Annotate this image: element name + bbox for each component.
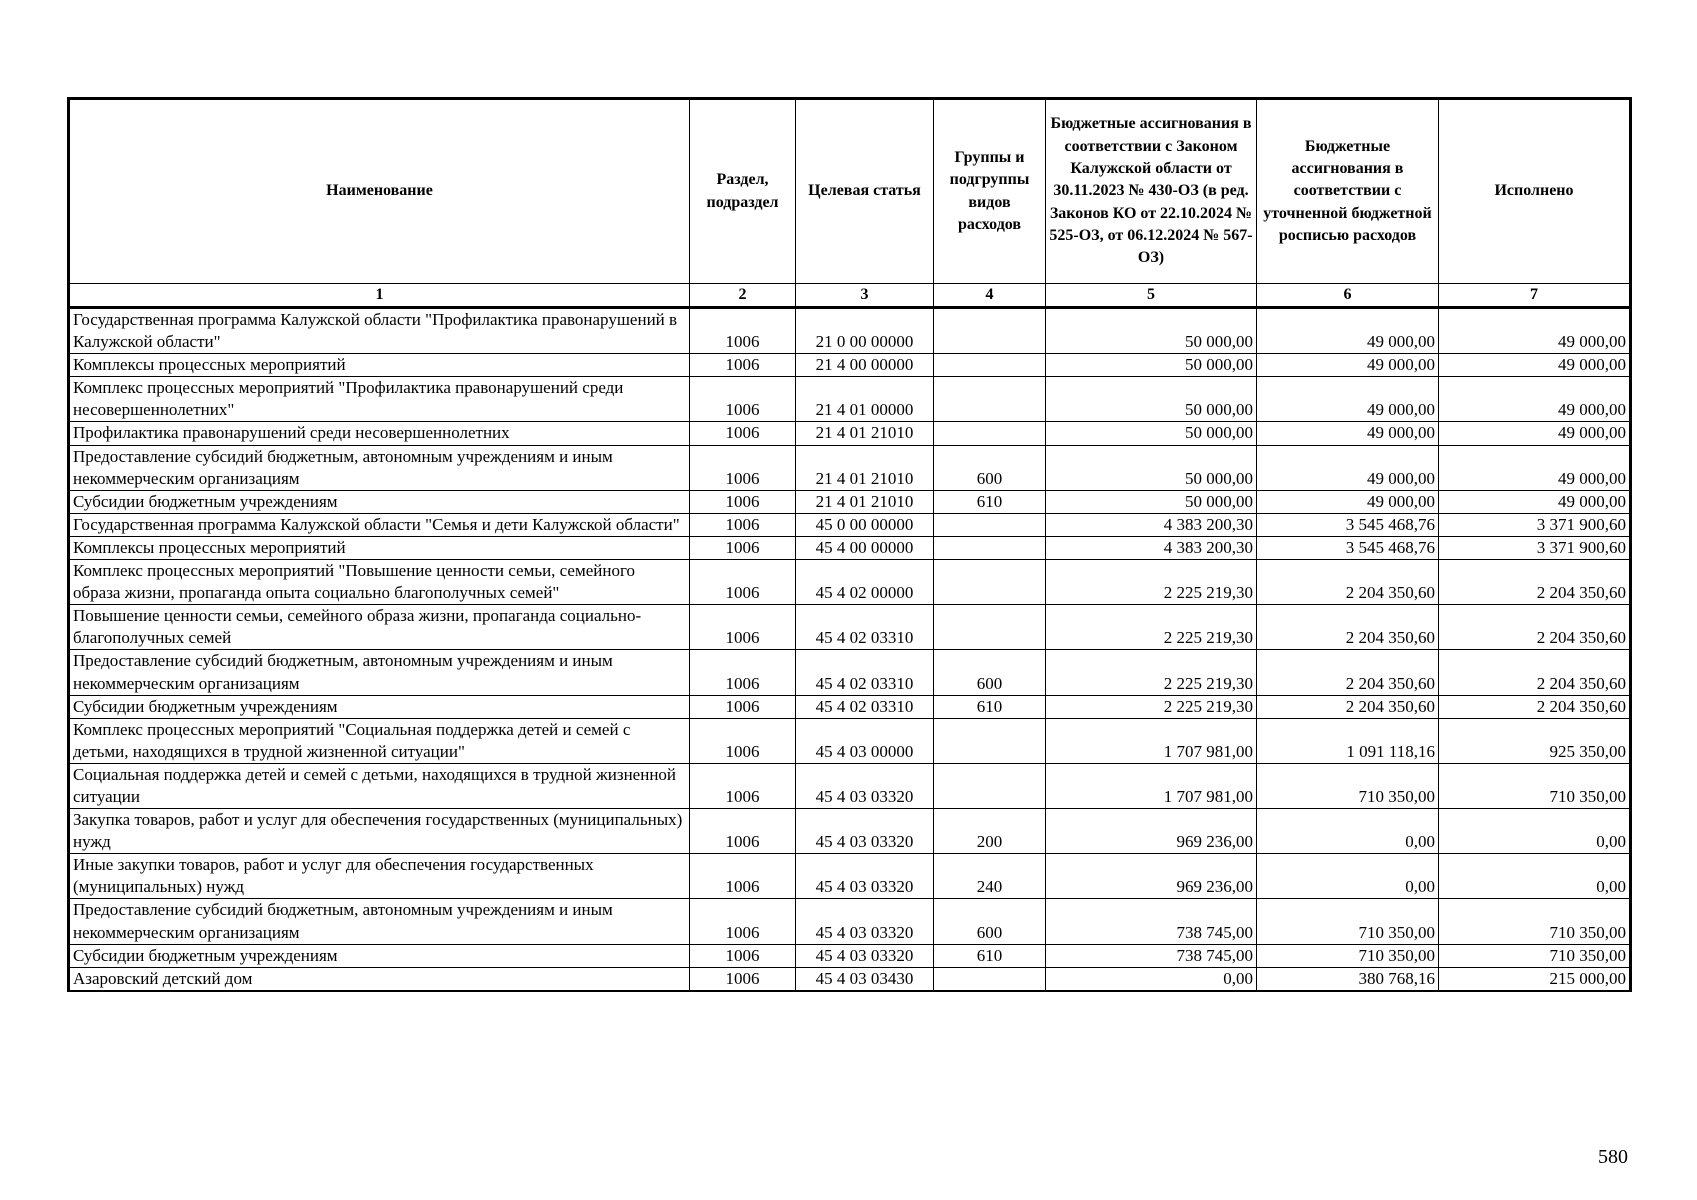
row-executed-amount: 2 204 350,60 <box>1439 695 1631 718</box>
column-header-executed: Исполнено <box>1439 99 1631 284</box>
row-group <box>934 513 1046 536</box>
row-article: 21 4 01 21010 <box>796 490 934 513</box>
row-article: 45 4 03 03320 <box>796 763 934 808</box>
row-executed-amount: 710 350,00 <box>1439 899 1631 944</box>
row-law-amount: 969 236,00 <box>1046 854 1257 899</box>
row-article: 45 4 02 00000 <box>796 560 934 605</box>
row-executed-amount: 0,00 <box>1439 809 1631 854</box>
row-schedule-amount: 1 091 118,16 <box>1257 718 1439 763</box>
row-schedule-amount: 49 000,00 <box>1257 308 1439 354</box>
row-executed-amount: 49 000,00 <box>1439 308 1631 354</box>
row-schedule-amount: 3 545 468,76 <box>1257 536 1439 559</box>
row-group <box>934 422 1046 445</box>
row-law-amount: 0,00 <box>1046 967 1257 991</box>
column-number: 6 <box>1257 284 1439 308</box>
row-section: 1006 <box>690 650 796 695</box>
row-section: 1006 <box>690 809 796 854</box>
row-executed-amount: 0,00 <box>1439 854 1631 899</box>
row-article: 45 4 03 03320 <box>796 809 934 854</box>
column-header-name: Наименование <box>69 99 690 284</box>
row-section: 1006 <box>690 354 796 377</box>
row-schedule-amount: 49 000,00 <box>1257 377 1439 422</box>
row-name: Предоставление субсидий бюджетным, автономным учреждениям и иным некоммерческим организациям <box>69 899 690 944</box>
row-group <box>934 308 1046 354</box>
column-header-group: Группы и подгруппы видов расходов <box>934 99 1046 284</box>
row-law-amount: 1 707 981,00 <box>1046 763 1257 808</box>
row-schedule-amount: 380 768,16 <box>1257 967 1439 991</box>
column-header-article: Целевая статья <box>796 99 934 284</box>
row-name: Государственная программа Калужской области "Профилактика правонарушений в Калужской области" <box>69 308 690 354</box>
row-executed-amount: 2 204 350,60 <box>1439 605 1631 650</box>
row-schedule-amount: 49 000,00 <box>1257 422 1439 445</box>
row-executed-amount: 2 204 350,60 <box>1439 560 1631 605</box>
row-section: 1006 <box>690 944 796 967</box>
row-law-amount: 50 000,00 <box>1046 308 1257 354</box>
row-section: 1006 <box>690 763 796 808</box>
row-law-amount: 2 225 219,30 <box>1046 650 1257 695</box>
row-name: Азаровский детский дом <box>69 967 690 991</box>
row-section: 1006 <box>690 967 796 991</box>
row-name: Комплекс процессных мероприятий "Профилактика правонарушений среди несовершеннолетних" <box>69 377 690 422</box>
row-name: Субсидии бюджетным учреждениям <box>69 944 690 967</box>
column-number: 2 <box>690 284 796 308</box>
row-group: 200 <box>934 809 1046 854</box>
row-section: 1006 <box>690 605 796 650</box>
table-row <box>69 718 1631 763</box>
row-article: 21 4 01 21010 <box>796 422 934 445</box>
table-row <box>69 308 1631 354</box>
row-executed-amount: 49 000,00 <box>1439 422 1631 445</box>
row-executed-amount: 49 000,00 <box>1439 445 1631 490</box>
row-name: Предоставление субсидий бюджетным, автономным учреждениям и иным некоммерческим организациям <box>69 650 690 695</box>
row-executed-amount: 215 000,00 <box>1439 967 1631 991</box>
row-schedule-amount: 3 545 468,76 <box>1257 513 1439 536</box>
row-article: 45 4 03 00000 <box>796 718 934 763</box>
row-group <box>934 605 1046 650</box>
row-section: 1006 <box>690 308 796 354</box>
row-law-amount: 2 225 219,30 <box>1046 560 1257 605</box>
row-section: 1006 <box>690 854 796 899</box>
row-article: 45 4 02 03310 <box>796 650 934 695</box>
row-law-amount: 738 745,00 <box>1046 944 1257 967</box>
page-number: 580 <box>1598 1146 1628 1168</box>
table-row <box>69 899 1631 944</box>
row-name: Субсидии бюджетным учреждениям <box>69 490 690 513</box>
row-executed-amount: 710 350,00 <box>1439 763 1631 808</box>
table-row <box>69 445 1631 490</box>
row-law-amount: 50 000,00 <box>1046 422 1257 445</box>
row-name: Государственная программа Калужской области "Семья и дети Калужской области" <box>69 513 690 536</box>
column-header-law-allocation: Бюджетные ассигнования в соответствии с Законом Калужской области от 30.11.2023 № 430-ОЗ (в ред. Законов КО от 22.10.2024 № 525-ОЗ, от 06.12.2024 № 567-ОЗ) <box>1046 99 1257 284</box>
row-name: Иные закупки товаров, работ и услуг для обеспечения государственных (муниципальных) нужд <box>69 854 690 899</box>
row-section: 1006 <box>690 718 796 763</box>
table-row <box>69 650 1631 695</box>
table-row <box>69 605 1631 650</box>
row-law-amount: 50 000,00 <box>1046 445 1257 490</box>
row-group <box>934 967 1046 991</box>
row-article: 45 0 00 00000 <box>796 513 934 536</box>
row-schedule-amount: 710 350,00 <box>1257 763 1439 808</box>
row-schedule-amount: 2 204 350,60 <box>1257 695 1439 718</box>
row-schedule-amount: 2 204 350,60 <box>1257 560 1439 605</box>
row-article: 45 4 03 03430 <box>796 967 934 991</box>
row-group: 240 <box>934 854 1046 899</box>
budget-table <box>67 97 1632 992</box>
row-schedule-amount: 49 000,00 <box>1257 490 1439 513</box>
row-section: 1006 <box>690 490 796 513</box>
row-law-amount: 50 000,00 <box>1046 490 1257 513</box>
row-schedule-amount: 0,00 <box>1257 809 1439 854</box>
row-article: 45 4 03 03320 <box>796 944 934 967</box>
row-schedule-amount: 710 350,00 <box>1257 899 1439 944</box>
column-header-section: Раздел, подраздел <box>690 99 796 284</box>
row-section: 1006 <box>690 560 796 605</box>
row-law-amount: 50 000,00 <box>1046 354 1257 377</box>
row-group: 600 <box>934 899 1046 944</box>
table-row <box>69 513 1631 536</box>
row-name: Комплекс процессных мероприятий "Повышение ценности семьи, семейного образа жизни, пропаганда опыта социально благополучных семей" <box>69 560 690 605</box>
row-group <box>934 560 1046 605</box>
table-row <box>69 422 1631 445</box>
row-executed-amount: 49 000,00 <box>1439 377 1631 422</box>
row-group: 610 <box>934 695 1046 718</box>
row-section: 1006 <box>690 422 796 445</box>
table-row <box>69 944 1631 967</box>
column-number: 3 <box>796 284 934 308</box>
row-name: Закупка товаров, работ и услуг для обеспечения государственных (муниципальных) нужд <box>69 809 690 854</box>
table-row <box>69 809 1631 854</box>
row-schedule-amount: 49 000,00 <box>1257 354 1439 377</box>
table-row <box>69 763 1631 808</box>
row-law-amount: 1 707 981,00 <box>1046 718 1257 763</box>
table-row <box>69 490 1631 513</box>
row-section: 1006 <box>690 695 796 718</box>
table-row <box>69 354 1631 377</box>
row-executed-amount: 2 204 350,60 <box>1439 650 1631 695</box>
row-group <box>934 536 1046 559</box>
table-row <box>69 377 1631 422</box>
row-law-amount: 4 383 200,30 <box>1046 513 1257 536</box>
row-executed-amount: 3 371 900,60 <box>1439 513 1631 536</box>
row-group <box>934 763 1046 808</box>
row-article: 21 4 01 00000 <box>796 377 934 422</box>
row-article: 45 4 03 03320 <box>796 854 934 899</box>
row-group <box>934 718 1046 763</box>
row-schedule-amount: 0,00 <box>1257 854 1439 899</box>
row-name: Профилактика правонарушений среди несовершеннолетних <box>69 422 690 445</box>
row-section: 1006 <box>690 899 796 944</box>
row-article: 21 4 00 00000 <box>796 354 934 377</box>
row-law-amount: 50 000,00 <box>1046 377 1257 422</box>
row-name: Комплекс процессных мероприятий "Социальная поддержка детей и семей с детьми, находящихся в трудной жизненной ситуации" <box>69 718 690 763</box>
table-row <box>69 695 1631 718</box>
row-schedule-amount: 710 350,00 <box>1257 944 1439 967</box>
row-section: 1006 <box>690 377 796 422</box>
row-law-amount: 2 225 219,30 <box>1046 695 1257 718</box>
row-article: 21 4 01 21010 <box>796 445 934 490</box>
column-number: 4 <box>934 284 1046 308</box>
row-group: 600 <box>934 650 1046 695</box>
table-row <box>69 854 1631 899</box>
row-group: 600 <box>934 445 1046 490</box>
row-executed-amount: 710 350,00 <box>1439 944 1631 967</box>
row-schedule-amount: 49 000,00 <box>1257 445 1439 490</box>
row-article: 45 4 03 03320 <box>796 899 934 944</box>
row-law-amount: 2 225 219,30 <box>1046 605 1257 650</box>
row-executed-amount: 49 000,00 <box>1439 354 1631 377</box>
row-article: 45 4 00 00000 <box>796 536 934 559</box>
row-section: 1006 <box>690 513 796 536</box>
row-schedule-amount: 2 204 350,60 <box>1257 650 1439 695</box>
column-number-row <box>69 284 1631 308</box>
row-article: 21 0 00 00000 <box>796 308 934 354</box>
row-group: 610 <box>934 490 1046 513</box>
row-law-amount: 969 236,00 <box>1046 809 1257 854</box>
table-row <box>69 560 1631 605</box>
row-schedule-amount: 2 204 350,60 <box>1257 605 1439 650</box>
row-law-amount: 4 383 200,30 <box>1046 536 1257 559</box>
row-executed-amount: 49 000,00 <box>1439 490 1631 513</box>
column-number: 5 <box>1046 284 1257 308</box>
table-row <box>69 967 1631 991</box>
column-number: 1 <box>69 284 690 308</box>
row-name: Повышение ценности семьи, семейного образа жизни, пропаганда социально-благополучных семей <box>69 605 690 650</box>
row-group: 610 <box>934 944 1046 967</box>
table-header-row <box>69 99 1631 284</box>
column-number: 7 <box>1439 284 1631 308</box>
row-executed-amount: 925 350,00 <box>1439 718 1631 763</box>
row-section: 1006 <box>690 536 796 559</box>
row-group <box>934 377 1046 422</box>
row-law-amount: 738 745,00 <box>1046 899 1257 944</box>
column-header-schedule-allocation: Бюджетные ассигнования в соответствии с уточненной бюджетной росписью расходов <box>1257 99 1439 284</box>
row-name: Субсидии бюджетным учреждениям <box>69 695 690 718</box>
row-article: 45 4 02 03310 <box>796 605 934 650</box>
row-article: 45 4 02 03310 <box>796 695 934 718</box>
row-name: Комплексы процессных мероприятий <box>69 354 690 377</box>
row-name: Социальная поддержка детей и семей с детьми, находящихся в трудной жизненной ситуации <box>69 763 690 808</box>
table-row <box>69 536 1631 559</box>
row-executed-amount: 3 371 900,60 <box>1439 536 1631 559</box>
row-section: 1006 <box>690 445 796 490</box>
row-group <box>934 354 1046 377</box>
row-name: Комплексы процессных мероприятий <box>69 536 690 559</box>
row-name: Предоставление субсидий бюджетным, автономным учреждениям и иным некоммерческим организациям <box>69 445 690 490</box>
